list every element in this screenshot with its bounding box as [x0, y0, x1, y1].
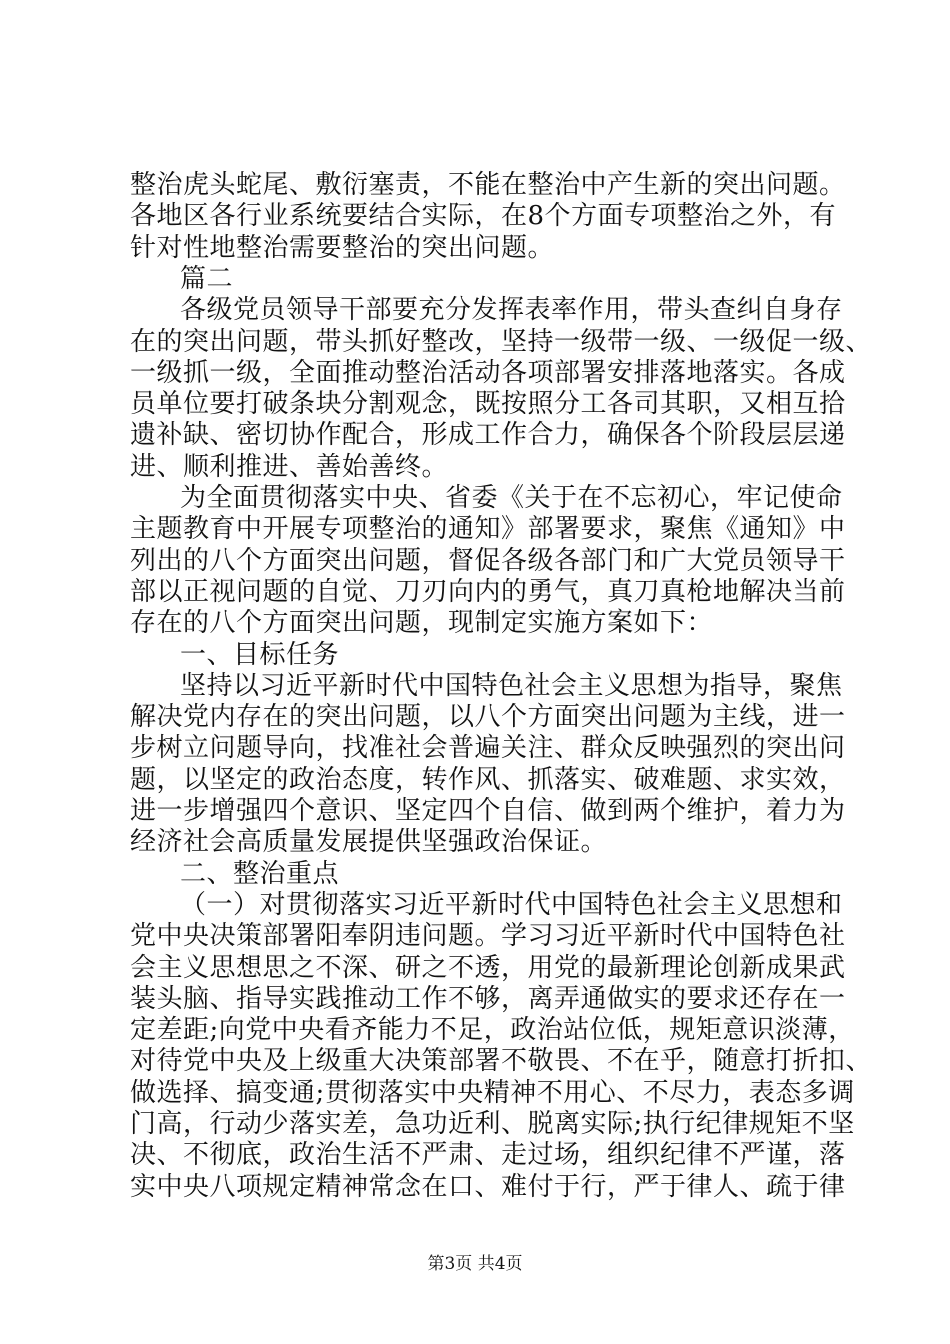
- text-line: 员单位要打破条块分割观念，既按照分工各司其职，又相互拾: [130, 389, 846, 420]
- text-line: 进、顺利推进、善始善终。: [130, 451, 449, 482]
- text-line: 在的突出问题，带头抓好整改，坚持一级带一级、一级促一级、: [130, 326, 873, 357]
- text-line: 进一步增强四个意识、坚定四个自信、做到两个维护，着力为: [130, 796, 846, 826]
- text-line: 做选择、搞变通;贯彻落实中央精神不用心、不尽力，表态多调: [130, 1077, 855, 1108]
- text-line: 解决党内存在的突出问题，以八个方面突出问题为主线，进一: [130, 702, 846, 733]
- text-line: 为全面贯彻落实中央、省委《关于在不忘初心，牢记使命: [180, 483, 843, 513]
- text-line: 党中央决策部署阳奉阴违问题。学习习近平新时代中国特色社: [130, 921, 846, 952]
- text-line: 一级抓一级，全面推动整治活动各项部署安排落地落实。各成: [130, 357, 846, 388]
- page-number: 第3页 共4页: [427, 1254, 523, 1274]
- text-line: 门高，行动少落实差，急功近利、脱离实际;执行纪律规矩不坚: [130, 1109, 855, 1139]
- section-heading: 二、整治重点: [180, 858, 340, 889]
- text-line: 定差距;向党中央看齐能力不足，政治站位低，规矩意识淡薄，: [130, 1015, 855, 1046]
- text-line: 主题教育中开展专项整治的通知》部署要求，聚焦《通知》中: [130, 514, 846, 545]
- text-line: 各级党员领导干部要充分发挥表率作用，带头查纠自身存: [180, 295, 843, 326]
- section-heading: 篇二: [180, 263, 234, 294]
- text-line: 步树立问题导向，找准社会普遍关注、群众反映强烈的突出问: [130, 733, 846, 764]
- text-line: 列出的八个方面突出问题，督促各级各部门和广大党员领导干: [130, 545, 846, 576]
- text-line: 遗补缺、密切协作配合，形成工作合力，确保各个阶段层层递: [130, 420, 846, 451]
- text-line: 针对性地整治需要整治的突出问题。: [130, 232, 555, 263]
- text-line: 题，以坚定的政治态度，转作风、抓落实、破难题、求实效，: [130, 764, 846, 795]
- text-line: 对待党中央及上级重大决策部署不敬畏、不在乎，随意打折扣、: [130, 1046, 873, 1077]
- text-line: 经济社会高质量发展提供坚强政治保证。: [130, 827, 608, 858]
- text-line: 整治虎头蛇尾、敷衍塞责，不能在整治中产生新的突出问题。: [130, 170, 846, 200]
- text-line: 决、不彻底，政治生活不严肃、走过场，组织纪律不严谨，落: [130, 1140, 846, 1171]
- text-line: 各地区各行业系统要结合实际，在8个方面专项整治之外，有: [130, 201, 837, 232]
- text-line: 会主义思想思之不深、研之不透，用党的最新理论创新成果武: [130, 952, 846, 983]
- text-line: 存在的八个方面突出问题，现制定实施方案如下：: [130, 608, 714, 639]
- section-heading: 一、目标任务: [180, 639, 340, 670]
- text-line: 实中央八项规定精神常念在口、难付于行，严于律人、疏于律: [130, 1171, 846, 1202]
- text-line: （一）对贯彻落实习近平新时代中国特色社会主义思想和: [180, 889, 843, 920]
- text-line: 装头脑、指导实践推动工作不够，离弄通做实的要求还存在一: [130, 983, 846, 1014]
- text-line: 部以正视问题的自觉、刀刃向内的勇气，真刀真枪地解决当前: [130, 576, 846, 607]
- text-line: 坚持以习近平新时代中国特色社会主义思想为指导，聚焦: [180, 670, 843, 701]
